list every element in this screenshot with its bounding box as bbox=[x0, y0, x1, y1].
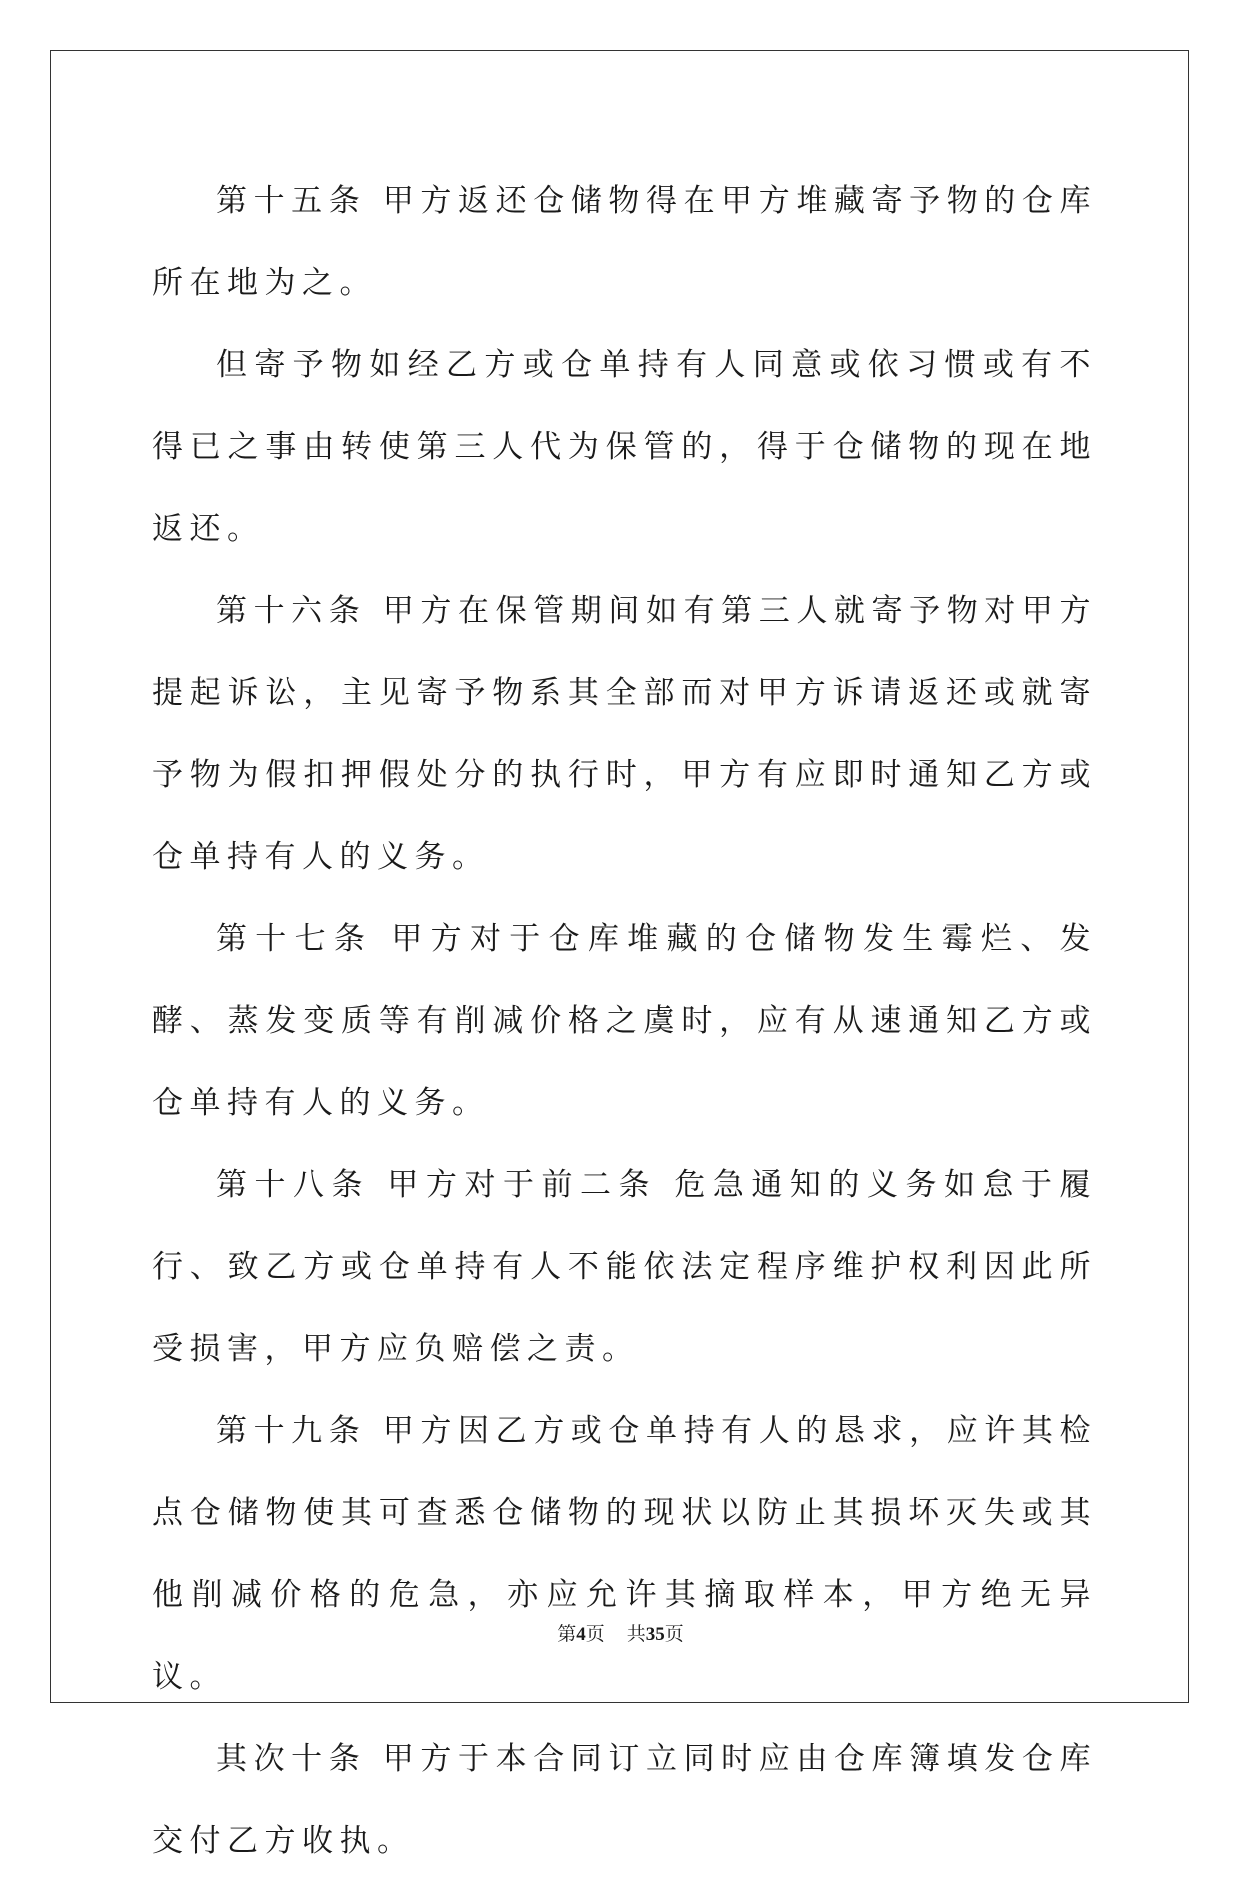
paragraph-article-17: 第十七条 甲方对于仓库堆藏的仓储物发生霉烂、发酵、蒸发变质等有削减价格之虞时，应有从速通知乙方或仓单持有人的义务。 bbox=[152, 921, 1097, 1121]
paragraph-article-16: 第十六条 甲方在保管期间如有第三人就寄予物对甲方提起诉讼，主见寄予物系其全部而对甲方诉请返还或就寄予物为假扣押假处分的执行时，甲方有应即时通知乙方或仓单持有人的义务。 bbox=[152, 593, 1097, 875]
paragraph-article-18: 第十八条 甲方对于前二条 危急通知的义务如怠于履行、致乙方或仓单持有人不能依法定程序维护权利因此所受损害，甲方应负赔偿之责。 bbox=[152, 1167, 1097, 1367]
paragraph-article-15-cont: 但寄予物如经乙方或仓单持有人同意或依习惯或有不得已之事由转使第三人代为保管的，得于仓储物的现在地返还。 bbox=[152, 347, 1097, 547]
page-suffix: 页 bbox=[585, 1623, 605, 1645]
total-prefix: 共 bbox=[626, 1623, 646, 1645]
page-prefix: 第 bbox=[557, 1623, 577, 1645]
paragraph-article-20: 其次十条 甲方于本合同订立同时应由仓库簿填发仓库交付乙方收执。 bbox=[152, 1741, 1097, 1859]
page-footer bbox=[0, 1622, 1241, 1647]
total-suffix: 页 bbox=[664, 1623, 684, 1645]
page-number: 4 bbox=[576, 1624, 586, 1645]
paragraph-article-19: 第十九条 甲方因乙方或仓单持有人的恳求，应许其检点仓储物使其可查悉仓储物的现状以防止其损坏灭失或其他削减价格的危急，亦应允许其摘取样本，甲方绝无异议。 bbox=[152, 1413, 1097, 1695]
total-pages: 35 bbox=[645, 1624, 665, 1645]
paragraph-article-15: 第十五条 甲方返还仓储物得在甲方堆藏寄予物的仓库所在地为之。 bbox=[152, 183, 1097, 301]
